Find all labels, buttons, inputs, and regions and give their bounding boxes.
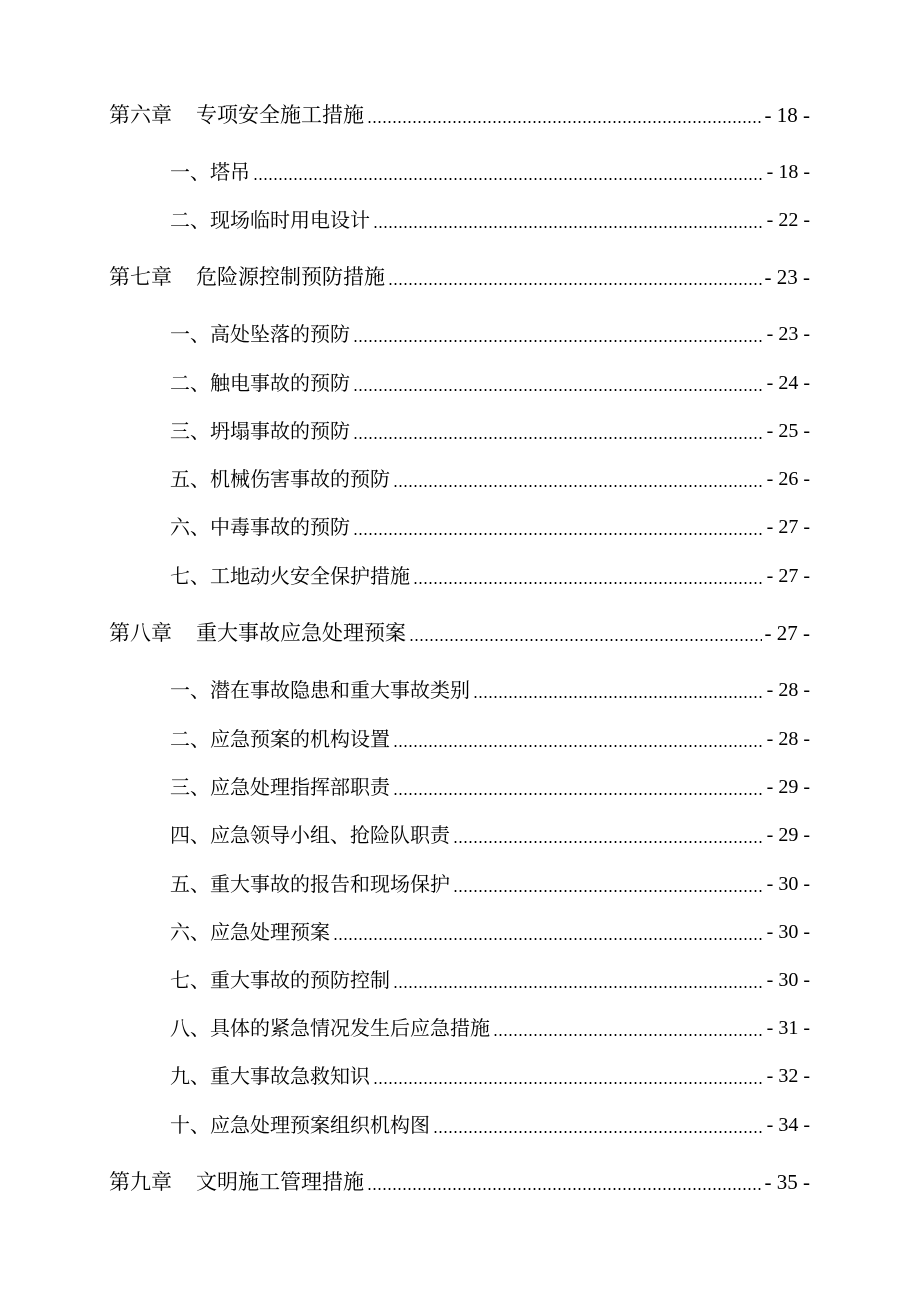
dot-leader: [367, 121, 762, 123]
dot-leader: [353, 533, 764, 535]
toc-entry-title: [109, 264, 385, 290]
toc-section-entry[interactable]: [170, 1059, 810, 1089]
toc-entry-text: 二、应急预案的机构设置: [170, 727, 390, 751]
dot-leader: [373, 226, 764, 228]
dot-leader: [453, 890, 764, 892]
toc-entry-title: [170, 726, 390, 752]
toc-section-entry[interactable]: [170, 673, 810, 703]
toc-section-entry[interactable]: [170, 510, 810, 540]
toc-section-entry[interactable]: [170, 915, 810, 945]
dot-leader: [353, 340, 764, 342]
toc-page-number: - 23 -: [766, 323, 810, 345]
dot-leader: [493, 1034, 764, 1036]
toc-entry-title: [109, 1169, 364, 1195]
dot-leader: [367, 1188, 762, 1190]
toc-chapter-entry[interactable]: [109, 260, 810, 290]
toc-entry-title: [170, 967, 390, 993]
toc-section-entry[interactable]: [170, 722, 810, 752]
toc-entry-text: 二、现场临时用电设计: [170, 208, 370, 232]
toc-entry-text: 三、坍塌事故的预防: [170, 419, 350, 443]
dot-leader: [453, 841, 764, 843]
toc-page-number: - 32 -: [766, 1065, 810, 1087]
dot-leader: [393, 793, 764, 795]
toc-chapter-label: 第八章: [109, 621, 172, 645]
toc-entry-title: [170, 1112, 430, 1138]
toc-entry-text: 三、应急处理指挥部职责: [170, 775, 390, 799]
dot-leader: [388, 283, 762, 285]
toc-section-entry[interactable]: [170, 317, 810, 347]
dot-leader: [413, 582, 764, 584]
toc-section-entry[interactable]: [170, 963, 810, 993]
dot-leader: [393, 745, 764, 747]
toc-entry-title: [170, 919, 330, 945]
toc-entry-text: 十、应急处理预案组织机构图: [170, 1113, 430, 1137]
toc-page-number: - 27 -: [766, 565, 810, 587]
dot-leader: [373, 1082, 764, 1084]
toc-entry-title: [170, 514, 350, 540]
toc-entry-text: 危险源控制预防措施: [196, 265, 385, 289]
toc-page-number: - 31 -: [766, 1017, 810, 1039]
toc-page-number: - 28 -: [766, 679, 810, 701]
toc-entry-title: [170, 370, 350, 396]
toc-page-number: - 29 -: [766, 824, 810, 846]
toc-section-entry[interactable]: [170, 366, 810, 396]
toc-page-number: - 30 -: [766, 921, 810, 943]
toc-entry-text: 五、机械伤害事故的预防: [170, 467, 390, 491]
toc-entry-title: [170, 871, 450, 897]
toc-chapter-label: 第九章: [109, 1170, 172, 1194]
toc-entry-title: [170, 321, 350, 347]
toc-page-number: - 25 -: [766, 420, 810, 442]
toc-entry-text: 一、高处坠落的预防: [170, 322, 350, 346]
toc-entry-text: 文明施工管理措施: [196, 1170, 364, 1194]
toc-page-number: - 30 -: [766, 873, 810, 895]
toc-entry-text: 重大事故应急处理预案: [196, 621, 406, 645]
toc-section-entry[interactable]: [170, 559, 810, 589]
toc-entry-text: 五、重大事故的报告和现场保护: [170, 872, 450, 896]
toc-entry-title: [170, 563, 410, 589]
toc-entry-text: 九、重大事故急救知识: [170, 1064, 370, 1088]
toc-page-number: - 26 -: [766, 468, 810, 490]
toc-entry-text: 七、重大事故的预防控制: [170, 968, 390, 992]
toc-chapter-entry[interactable]: [109, 98, 810, 128]
toc-entry-title: [170, 1015, 490, 1041]
toc-section-entry[interactable]: [170, 867, 810, 897]
toc-entry-title: [109, 102, 364, 128]
dot-leader: [433, 1131, 764, 1133]
toc-entry-text: 六、应急处理预案: [170, 920, 330, 944]
toc-section-entry[interactable]: [170, 155, 810, 185]
toc-section-entry[interactable]: [170, 203, 810, 233]
dot-leader: [409, 639, 762, 641]
toc-entry-title: [170, 774, 390, 800]
toc-entry-title: [170, 207, 370, 233]
toc-entry-title: [109, 620, 406, 646]
toc-page-number: - 24 -: [766, 372, 810, 394]
toc-entry-text: 六、中毒事故的预防: [170, 515, 350, 539]
dot-leader: [473, 696, 764, 698]
toc-chapter-entry[interactable]: [109, 1165, 810, 1195]
toc-entry-title: [170, 822, 450, 848]
toc-entry-text: 二、触电事故的预防: [170, 371, 350, 395]
toc-chapter-label: 第七章: [109, 265, 172, 289]
toc-page-number: - 23 -: [764, 265, 810, 289]
toc-page-number: - 27 -: [764, 621, 810, 645]
toc-page-number: - 30 -: [766, 969, 810, 991]
toc-entry-text: 四、应急领导小组、抢险队职责: [170, 823, 450, 847]
toc-entry-text: 一、潜在事故隐患和重大事故类别: [170, 678, 470, 702]
toc-entry-text: 七、工地动火安全保护措施: [170, 564, 410, 588]
toc-section-entry[interactable]: [170, 414, 810, 444]
toc-section-entry[interactable]: [170, 818, 810, 848]
toc-page-number: - 18 -: [764, 103, 810, 127]
toc-entry-text: 八、具体的紧急情况发生后应急措施: [170, 1016, 490, 1040]
toc-section-entry[interactable]: [170, 462, 810, 492]
toc-page-number: - 34 -: [766, 1114, 810, 1136]
toc-entry-title: [170, 418, 350, 444]
toc-page-number: - 22 -: [766, 209, 810, 231]
toc-page-number: - 29 -: [766, 776, 810, 798]
dot-leader: [333, 938, 764, 940]
toc-page-number: - 35 -: [764, 1170, 810, 1194]
dot-leader: [253, 178, 764, 180]
dot-leader: [353, 437, 764, 439]
toc-entry-title: [170, 1063, 370, 1089]
toc-section-entry[interactable]: [170, 770, 810, 800]
toc-section-entry[interactable]: [170, 1108, 810, 1138]
toc-entry-title: [170, 159, 250, 185]
toc-entry-text: 一、塔吊: [170, 160, 250, 184]
dot-leader: [353, 389, 764, 391]
toc-page-number: - 18 -: [766, 161, 810, 183]
toc-section-entry[interactable]: [170, 1011, 810, 1041]
dot-leader: [393, 485, 764, 487]
toc-entry-title: [170, 677, 470, 703]
toc-entry-title: [170, 466, 390, 492]
toc-page-number: - 27 -: [766, 516, 810, 538]
toc-entry-text: 专项安全施工措施: [196, 103, 364, 127]
dot-leader: [393, 986, 764, 988]
toc-chapter-entry[interactable]: [109, 616, 810, 646]
toc-chapter-label: 第六章: [109, 103, 172, 127]
toc-page-number: - 28 -: [766, 728, 810, 750]
